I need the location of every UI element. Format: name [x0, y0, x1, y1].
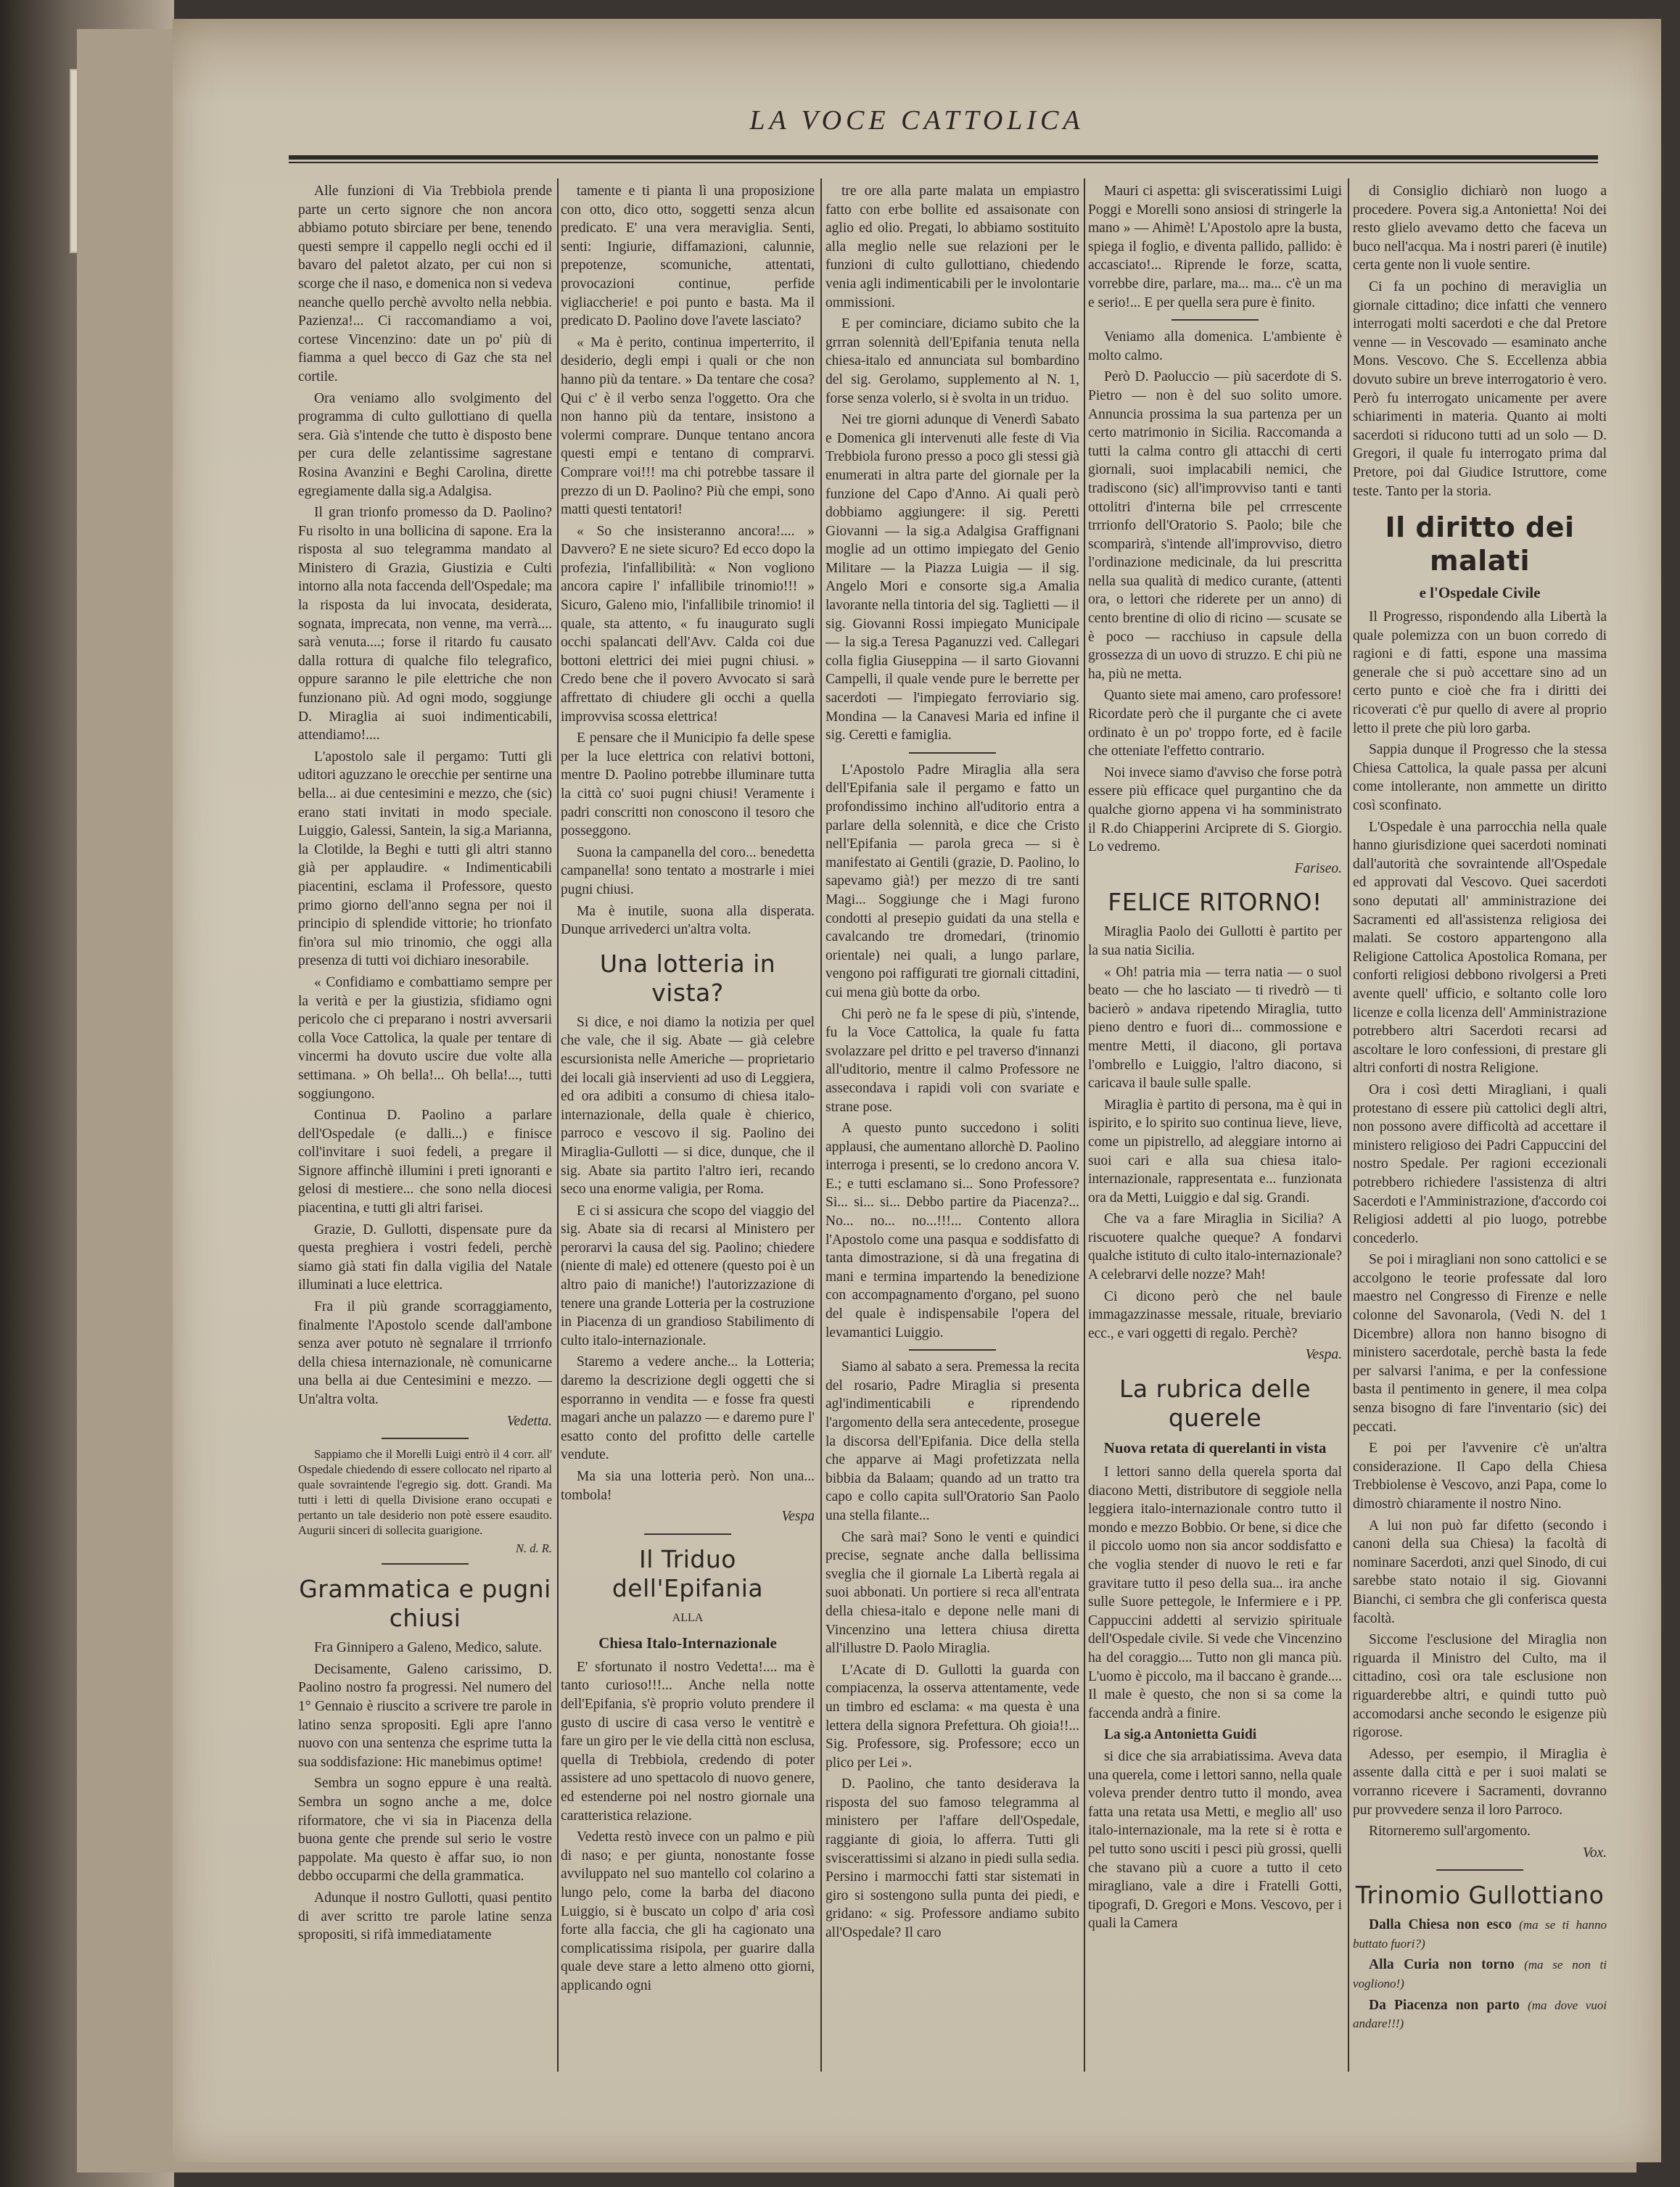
paragraph: Che sarà mai? Sono le venti e quindici precise, segnate anche dalla bellissima sveglia che il giornale La Libertà regala ai suoi abbonati. Un portiere si reca all'entrata della chiesa-italo e depone nelle mani di Vincenzino una lettera chiusa diretta all'illustre D. Paolo Miraglia. — [825, 1529, 1079, 1657]
paragraph: Mauri ci aspetta: gli svisceratissimi Luigi Poggi e Morelli sono ansiosi di stringerle la mano » — Ahimè! L'Apostolo apre la busta, spiega il foglio, e diventa pallido, pallido: è accasciato!... Riprende le forze, scatta, vorrebbe dire, parlare, ma... ma... c'è un ma e serio!... E per quella sera pure è finito. — [1088, 184, 1342, 310]
trinomio-phrase: Dalla Chiesa non esco — [1369, 1917, 1512, 1933]
article-headline: Una lotteria in vista? — [599, 949, 776, 1007]
article-subhead: e l'Ospedale Civile — [1419, 584, 1541, 602]
paragraph: L'Apostolo Padre Miraglia alla sera dell'Epifania sale il pergamo e fatto un profondissimo inchino all'uditorio entra a parlare della solennità, e dice che Cristo nell'Epifania — parola greca — si è manifestato ai Gentili (grazie, D. Paolino, lo sapevamo già!) per mezzo di tre santi Magi... Soggiunge che i Magi furono condotti al presepio guidati da una stella e cavalcando tre dromedari, (trinomio orientale) nei quali, a lungo parlare, vengono poi raffigurati tre giornali cittadini, cui mena giù botte da orbo. — [825, 762, 1079, 1000]
divider — [909, 1349, 996, 1351]
article-headline: Il Triduo dell'Epifania — [612, 1544, 764, 1602]
trinomio-line — [1353, 1996, 1607, 2033]
paragraph: Grazie, D. Gullotti, dispensate pure da questa preghiera i vostri fedeli, perchè siamo già stati fin dalla vigilia del Natale illuminati a luce elettrica. — [298, 1222, 552, 1293]
paragraph: « Confidiamo e combattiamo sempre per la verità e per la giustizia, sfidiamo ogni pericolo che ci preparano i nostri avversarii colla Voce Cattolica, la quale per tentare di vincermi ha dovuto uscire due volte alla settimana. » Oh bella!... Oh bella!..., tutti soggiungono. — [298, 974, 552, 1102]
paragraph: L'Ospedale è una parrocchia nella quale hanno giurisdizione quei sacerdoti nominati dall'autorità che sovraintende all'Ospedale ed approvati dal Vescovo. Quei sacerdoti sono deputati all' amministrazione dei Sacramenti ed all'assistenza religiosa dei malati. Se costoro appartengono alla Religione Cattolica Apostolica Romana, per conforti religiosi debbono rivolgersi a Preti avente quell' ufficio, e soltanto colle loro licenze e colla licenza dell' Amministrazione potrebbero altri Sacerdoti recarsi ad ascoltare le loro confessioni, di prestare gli altri conforti di nostra Religione. — [1353, 819, 1607, 1076]
newspaper-page — [173, 19, 1661, 2162]
paragraph: Adunque il nostro Gullotti, quasi pentito di aver scritto tre parole latine senza spropositi, si rifà immediatamente — [298, 1890, 552, 1943]
trinomio-line — [1353, 1956, 1607, 1993]
column-5 — [1353, 182, 1607, 2075]
paragraph: Il gran trionfo promesso da D. Paolino? Fu risolto in una bollicina di sapone. Era la risposta al suo telegramma mandato al Ministero di Grazia, Giustizia e Culti intorno alla nota faccenda dell'Ospedale; ma la risposta da lui invocata, desiderata, sognata, imprecata, non venne, ma verrà.... sarà venuta....; forse il ritardo fu causato dalla rottura di qualche filo telegrafico, oppure saranno le pile elettriche che non funzionano più. Ad ogni modo, soggiunge D. Miraglia ai suoi indimenticabili, attendiamo!.... — [298, 505, 552, 744]
column-3 — [825, 182, 1079, 2075]
article-headline: Grammatica e pugni chiusi — [299, 1575, 551, 1633]
article-headline: FELICE RITORNO! — [1108, 888, 1322, 917]
paragraph: « Oh! patria mia — terra natia — o suol beato — che ho lasciato — ti rivedrò — ti bacierò » andava ripetendo Miraglia, tutto pieno dentro e fuori di... commossione e mentre Metti, il diacono, gli portava l'ombrello e Luiggio, l'altro diacono, si caricava il baule sulle spalle. — [1088, 964, 1342, 1092]
paragraph: Noi invece siamo d'avviso che forse potrà essere più efficace quel purgantino che da qualche giorno appena vi ha somministrato il R.do Chiapperini Arciprete di S. Giorgio. Lo vedremo. — [1088, 765, 1342, 855]
paragraph: Decisamente, Galeno carissimo, D. Paolino nostro fa progressi. Nel numero del 1° Gennaio è riuscito a scrivere tre parole in latino senza spropositi. Egli apre l'anno nuovo con una sentenza che esprime tutta la sua soddisfazione: Hic manebimus optime! — [298, 1661, 552, 1770]
column-divider — [557, 178, 559, 2072]
column-divider — [820, 178, 822, 2072]
article-subhead: Chiesa Italo-Internazionale — [598, 1634, 777, 1652]
editor-note: Sappiamo che il Morelli Luigi entrò il 4 corr. all' Ospedale chiedendo di essere collocato nel riparto al quale sovraintende l'egregio sig. dott. Grandi. Ma tutti i letti di quella Divisione erano occupati e pertanto un tale desiderio non potè essere esaudito. Augurii sinceri di sollecita guarigione. — [298, 1447, 552, 1538]
paragraph: Vedetta restò invece con un palmo e più di naso; e per giunta, nonostante fosse avviluppato nel suo mantello col colarino a lungo pelo, come la barba del diacono Luiggio, si è buscato un colpo d' aria così forte alla faccia, che gli ha cagionato una complicatissima risipola, per guarire dalla quale deve stare a letto almeno otto giorni, applicando ogni — [561, 1829, 815, 1993]
paragraph: Ora i così detti Miragliani, i quali protestano di essere più cattolici degli altri, non possono avere difficoltà ad accettare il ministero religioso dei Padri Cappuccini del nostro Spedale. Per ragioni eccezionali potrebbero richiedere l'assistenza di altri Sacerdoti e l'Amministrazione, d'accordo coi Religiosi addetti al pio luogo, potrebbe concederlo. — [1353, 1082, 1607, 1246]
paragraph: L'apostolo sale il pergamo: Tutti gli uditori aguzzano le orecchie per sentirne una bella... ai due centesimini e mezzo, che (sic) erano stati invitati in modo speciale. Luiggio, Galessi, Santein, la sig.a Marianna, la Clotilde, la Beghi e tutti gli altri stanno già per applaudire. « Indimenticabili piacentini, esclama il Professore, questo primo giorno dell'anno segna per noi il principio di splendide vittorie; ho trionfato fin'ora sul mio trinomio, che oggi alla presenza di tutti voi dichiaro inesorabile. — [298, 749, 552, 969]
paragraph: Siccome l'esclusione del Miraglia non riguarda il Ministro del Culto, ma il cittadino, così ora tale esclusione non riguarderebbe altri, e quindi tutto può accomodarsi anche secondo le esigenze più rigorose. — [1353, 1632, 1607, 1741]
paragraph: Sappia dunque il Progresso che la stessa Chiesa Cattolica, la quale passa per alcuni come intollerante, non ammette un diritto così sconfinato. — [1353, 742, 1607, 814]
paragraph: Nei tre giorni adunque di Venerdì Sabato e Domenica gli intervenuti alle feste di Via Trebbiola furono presso a poco gli stessi già enumerati in altra parte del giornale per la funzione del Capo d'Anno. Ai quali però dobbiamo aggiungere: il sig. Peretti Giovanni — la sig.a Adalgisa Graffignani moglie ad un ottimo impiegato del Genio Militare — la Piazza Luigia — il sig. Angelo Mori e consorte sig.a Amalia lavorante nella tintoria del sig. Taglietti — il sig. Giovanni Rossi impiegato Municipale — la sig.a Teresa Paganuzzi ved. Callegari colla figlia Giuseppina — il sarto Giovanni Campelli, il quale vende pure le berrette per sacerdoti — l'impiegato ferroviario sig. Mondina — la Canavesi Maria ed infine il sig. Ceretti e famiglia. — [825, 412, 1079, 744]
paragraph: Il Progresso, rispondendo alla Libertà la quale polemizza con un buon corredo di ragioni e di fatti, espone una massima generale che si può accettare sino ad un certo punto e cioè che fra i diritti dei ricoverati c'è pur quello di avere al proprio letto il prete che più loro garba. — [1353, 609, 1607, 736]
paragraph: Fra il più grande scorraggiamento, finalmente l'Apostolo scende dall'ambone senza aver potuto nè segnalare il trrrionfo della chiesa internazionale, nè comunicarne una bella ai due Centesimini e mezzo. — Un'altra volta. — [298, 1299, 552, 1407]
signature: Vedetta. — [506, 1413, 552, 1429]
trinomio-aside: (ma se ti hanno buttato fuori?) — [1353, 1918, 1607, 1951]
paragraph: Siamo al sabato a sera. Premessa la recita del rosario, Padre Miraglia si presenta agl'indimenticabili e riprendendo l'argomento della sera antecedente, prosegue la discorsa dell'Epifania. Dice della stella che apparve ai Magi profetizzata nella bibbia da Balaam; quando ad un tratto tra capo e collo capita sull'Oratorio San Paolo una stella filante... — [825, 1359, 1079, 1523]
paragraph: E pensare che il Municipio fa delle spese per la luce elettrica con relativi bottoni, mentre D. Paolino potrebbe illuminare tutta la città co' suoi pugni chiusi! Veramente i padri conscritti non conoscono il tesoro che posseggono. — [561, 730, 815, 839]
section-name: La sig.a Antonietta Guidi — [1104, 1727, 1257, 1743]
masthead-rule-thin — [289, 162, 1598, 163]
paragraph: L'Acate di D. Gullotti la guarda con compiacenza, la osserva attentamente, vede un timbro ed esclama: « ma questa è una lettera della signora Prefettura. Oh gioia!!... Sig. Professore, sig. Professore; ecco un plico per Lei ». — [825, 1662, 1079, 1771]
divider — [1172, 319, 1259, 321]
paragraph: E' sfortunato il nostro Vedetta!.... ma è tanto curioso!!!... Anche nella notte dell'Epifania, s'è proprio voluto prendere il gusto di uscire di casa verso le ventitrè e fare un giro per le vie della città non esclusa, quella di Trebbiola, credendo di poter assistere ad uno spettacolo di nuovo genere, ed estenderne poi nel nostro giornale una caratteristica relazione. — [561, 1659, 815, 1824]
paragraph: « So che insisteranno ancora!.... » Davvero? E ne siete sicuro? Ed ecco dopo la profezia, l'infallibilità: « Non vogliono ancora capire l' infallibile trinomio!!! » Sicuro, Galeno mio, l'infallibile trinomio! il quale, sta attento, « fu inaugurato sugli occhi spalancati dell'Avv. Calda coi due bottoni elettrici dei miei pugni chiusi. » Credo bene che il povero Avvocato si sarà affrettato di chiudere gli occhi a quella improvvisa scossa elettrica! — [561, 523, 815, 725]
paragraph: Fra Ginnipero a Galeno, Medico, salute. — [314, 1640, 543, 1656]
column-1 — [298, 182, 552, 2075]
paragraph: E poi per l'avvenire c'è un'altra considerazione. Il Capo della Chiesa Trebbiolense è Vescovo, anzi Papa, come lo dimostrò chiaramente il nostro Nino. — [1353, 1441, 1607, 1512]
paragraph: Adesso, per esempio, il Miraglia è assente dalla città e per i suoi malati se vorranno ricevere i Sacramenti, dovranno pur provvedere senza il loro Parroco. — [1353, 1746, 1607, 1818]
column-divider — [1348, 178, 1349, 2072]
paragraph: tre ore alla parte malata un empiastro fatto con erbe bollite ed assaisonate con aglio ed olio. Pregati, lo abbiamo sostituito alla meglio nelle sue relazioni per le funzioni di culto gullottiano, chiedendo venia agli indimenticabili per le involontarie ommissioni. — [825, 184, 1079, 310]
paragraph: Staremo a vedere anche... la Lotteria; daremo la descrizione degli oggetti che si esporranno in vendita — e fosse fra questi magari anche un palazzo — e daremo pure l' esatto conto del profitto delle cartelle vendute. — [561, 1354, 815, 1463]
divider — [1436, 1869, 1523, 1871]
trinomio-phrase: Alla Curia non torno — [1369, 1957, 1515, 1973]
paragraph: E ci si assicura che scopo del viaggio del sig. Abate sia di recarsi al Ministero per perorarvi la causa del sig. Paolino; chiedere (niente di male) ed ottenere (questo poi è un altro paio di maniche!) l'autorizzazione di tenere una grande Lotteria per la costruzione in Piacenza di un grandioso Stabilimento di culto italo-internazionale. — [561, 1203, 815, 1348]
paragraph: Ma sia una lotteria però. Non una... tombola! — [561, 1469, 815, 1503]
trinomio-aside: (ma dove vuoi andare!!!) — [1353, 1998, 1607, 2031]
paragraph: Veniamo alla domenica. L'ambiente è molto calmo. — [1088, 329, 1342, 363]
trinomio-phrase: Da Piacenza non parto — [1369, 1997, 1520, 2013]
paragraph: Miraglia è partito di persona, ma è qui in ispirito, e lo spirito suo continua lieve, lieve, come un pipistrello, ad aleggiare intorno ai suoi cari e alla sua chiesa italo-internazionale, rappresentata e... funzionata ora da Metti, Luiggio e dal sig. Grandi. — [1088, 1097, 1342, 1206]
paragraph: A lui non può far difetto (secondo i canoni della sua Chiesa) la facoltà di nominare Sacerdoti, anzi quel Sinodo, di cui sarebbe stato notaio il sig. Giovanni Bianchi, ci sembra che gli conferisca questa facoltà. — [1353, 1517, 1607, 1626]
paragraph: Si dice, e noi diamo la notizia per quel che vale, che il sig. Abate — già celebre escursionista nelle Americhe — proprietario dei locali già inservienti ad uso di Leggiera, ed ora adibiti a consumo di chiesa italo-internazionale, della quale è chierico, parroco e vescovo il sig. Paolino dei Miraglia-Gullotti — si dice, dunque, che il sig. Abate sia partito l'altro ieri, recando seco una enorme valigia, per Roma. — [561, 1014, 815, 1198]
column-divider — [1084, 178, 1085, 2072]
divider — [644, 1533, 731, 1535]
masthead: LA VOCE CATTOLICA — [749, 105, 1084, 136]
masthead-rule — [289, 155, 1598, 160]
column-4 — [1088, 182, 1342, 2075]
paragraph: tamente e ti pianta lì una proposizione con otto, dico otto, soggetti senza alcun predicato. E' una vera meraviglia. Senti, senti: Ingiurie, diffamazioni, calunnie, prepotenze, scomuniche, attentati, provocazioni continue, perfide vigliaccherie! e poi punto e basta. Ma il predicato D. Paolino dove l'avete lasciato? — [561, 184, 815, 329]
paragraph: Ora veniamo allo svolgimento del programma di culto gullottiano di quella sera. Già s'intende che tutto è disposto bene per cura delle zelantissime sagrestane Rosina Avanzini e Beghi Carolina, dirette egregiamente dalla sig.a Adalgisa. — [298, 390, 552, 499]
paragraph: Miraglia Paolo dei Gullotti è partito per la sua natia Sicilia. — [1088, 924, 1342, 958]
signature: Fariseo. — [1294, 860, 1342, 876]
paragraph: Se poi i miragliani non sono cattolici e se accolgono le teorie professate dal loro maestro nel Congresso di Firenze e nelle colonne del Savonarola, (Vedi N. del 1 Dicembre) allora non hanno bisogno di ministero sacerdotale, perchè basta la fede per salvarsi l'anima, e per la confessione basta il pentimento in genere, il mea colpa senza bisogno di fare l'inventario (sic) dei peccati. — [1353, 1252, 1607, 1435]
divider — [382, 1563, 469, 1565]
paragraph: Sembra un sogno eppure è una realtà. Sembra un sogno anche a me, dolce riformatore, che vi sia in Piacenza della buona gente che prende sul serio le vostre pappolate. Ma questo è affar suo, io non debbo occuparmi che della grammatica. — [298, 1776, 552, 1885]
paragraph: D. Paolino, che tanto desiderava la risposta del suo famoso telegramma al ministero per l'affare dell'Ospedale, raggiante di gioia, lo afferra. Tutti gli sviscerattissimi si alzano in piedi sulla sedia. Persino i marmocchi fatti star sistemati in giro si sostengono sulla punta dei piedi, e gridano: « sig. Professore andiamo subito all'Ospedale? Il caro — [825, 1776, 1079, 1941]
column-2 — [561, 182, 815, 2075]
paragraph: E per cominciare, diciamo subito che la grrran solennità dell'Epifania tenuta nella chiesa-italo ed annunciata sul bombardino del sig. Gerolamo, supplemento al N. 1, forse senza volerlo, si è svolta in un triduo. — [825, 316, 1079, 406]
paragraph: si dice che sia arrabiatissima. Aveva data una querela, come i lettori sanno, nella quale voleva prender dentro tutto il mondo, avea fatta una retata usa Metti, e meglio all' uso italo-internazionale, ma la rete si è rotta e pel tutto sono usciti i pesci più grossi, quelli che stavano più a cuore a tutto il ceto miragliano, vale a dire i Fratelli Gotti, tipografi, D. Gregori e Mons. Vescovo, per i quali la Camera — [1088, 1748, 1342, 1932]
article-headline: Il diritto dei malati — [1385, 511, 1575, 577]
paragraph: Continua D. Paolino a parlare dell'Ospedale (e dalli...) e finisce coll'invitare i suoi fedeli, a pregare il Signore affinchè illumini i preti ignoranti e gelosi di mestiere... che sono nella diocesi piacentina, e tutti gli altri farisei. — [298, 1108, 552, 1216]
paragraph: Ritorneremo sull'argomento. — [1369, 1824, 1531, 1840]
paragraph: A questo punto succedono i soliti applausi, che aumentano allorchè D. Paolino interroga i presenti, se lo credono ancora V. E.; e tutti esclamano si... Sono Professore? Si... si... si... Debbo partire da Piacenza?... No... no... no...!!!... Contento allora l'Apostolo come una pasqua e soddisfatto di tanta dimostrazione, si dà una fregatina di mani e termina impartendo la benedizione con accompagnamento d'organo, pel suono del quale è indispensabile l'opera del levamantici Luiggio. — [825, 1121, 1079, 1340]
paragraph: Che va a fare Miraglia in Sicilia? A riscuotere qualche queque? A fondarvi qualche istituto di culto italo-internazionale? A celebrarvi delle nozze? Mah! — [1088, 1211, 1342, 1283]
paragraph: I lettori sanno della querela sporta dal diacono Metti, distributore di seggiole nella leggiera italo-internazionale contro tutto il mondo e mezzo Bobbio. Or bene, si dice che il piccolo uomo non sia ancor soddisfatto e che voglia stender di nuovo le reti e far gravitare tutto il peso della sua... ira anche sulle Suore pettegole, le Infermiere e i PP. Cappuccini addetti al servizio spirituale dell'Ospedale civile. Si vede che Vincenzino ha del coraggio.... Tutto non gli manca più. L'uomo è piccolo, ma il baccano è grande.... Il male è questo, che non si sa come la faccenda andrà a finire. — [1088, 1465, 1342, 1721]
paragraph: Ci dicono però che nel baule immagazzinasse messale, rituale, breviario ecc., e vari oggetti di regalo. Perchè? — [1088, 1288, 1342, 1341]
paragraph: Alle funzioni di Via Trebbiola prende parte un certo signore che non ancora abbiamo potuto sbirciare per bene, tenendo questi sempre il cappello negli occhi ed il bavaro del paletot alzato, per cui non si scorge che il naso, e domenica non si vedeva neanche quello perchè avvolto nella nebbia. Pazienza!... Ci raccomandiamo a voi, cortese Vincenzino: date un po' più di fiamma a quel becco di Gaz che sta nel cortile. — [298, 184, 552, 384]
paragraph: Però D. Paoluccio — più sacerdote di S. Pietro — non è del suo solito umore. Annuncia prossima la sua partenza per un certo matrimonio in Sicilia. Raccomanda a tutti la calma contro gli attacchi di certi giornali, suoi implacabili nemici, che tradiscono (sic) all'improvviso tanti e tanti ottolitri d'interna bile pel crrrescente trrrionfo dell'Oratorio S. Paolo; bile che scomparirà, s'intende all'improvviso, dietro l'ordinazione medicinale, da lui prescritta nella sua qualità di medico curante, (attenti ora, o lettori che riderete per un anno) di cento brentine di olio di ricino — scusate se è poco — racchiuso in capsule della grossezza di un uovo di struzzo. E chi più ne ha, più ne metta. — [1088, 369, 1342, 682]
signature: Vespa — [781, 1509, 815, 1525]
signature: N. d. R. — [516, 1541, 552, 1556]
divider — [382, 1438, 469, 1439]
paragraph: Chi però ne fa le spese di più, s'intende, fu la Voce Cattolica, la quale fu fatta svolazzare pel dritto e pel traverso d'innanzi all'uditorio, mentre il calmo Professore ne assecondava i rapidi voli con svariate e strane pose. — [825, 1006, 1079, 1115]
paragraph: Ma è inutile, suona alla disperata. Dunque arrivederci un'altra volta. — [561, 903, 815, 938]
paragraph: Suona la campanella del coro... benedetta campanella! sono tentato a mostrarle i miei pugni chiusi. — [561, 844, 815, 897]
paragraph: « Ma è perito, continua imperterrito, il desiderio, degli empi i quali or che non hanno più da tentare. » Da tentare che cosa? Qui c' è il verbo senza l'oggetto. Ora che non hanno più da tentare, insistono a volermi comprare. Dunque tentano ancora questi empi e tentano di comprarvi. Comprare voi!!! ma chi potrebbe tassare il prezzo di un D. Paolino? Più che empi, sono matti questi tentatori! — [561, 334, 815, 518]
signature: Vespa. — [1305, 1347, 1342, 1363]
paragraph: Quanto siete mai ameno, caro professore! Ricordate però che il purgante che ci avete ordinato è un po' troppo forte, ed è facile che otteniate l'effetto contrario. — [1088, 688, 1342, 759]
paragraph: di Consiglio dichiarò non luogo a procedere. Povera sig.a Antonietta! Noi dei resto glielo avevamo detto che faceva un buco nell'acqua. Ma i nostri pareri (è inutile) certa gente non li vuole sentire. — [1353, 184, 1607, 273]
article-headline: Trinomio Gullottiano — [1355, 1881, 1605, 1910]
divider — [909, 752, 996, 754]
trinomio-line — [1353, 1916, 1607, 1953]
article-headline: La rubrica delle querele — [1119, 1375, 1311, 1433]
article-subhead: Nuova retata di querelanti in vista — [1103, 1439, 1327, 1457]
signature: Vox. — [1582, 1845, 1607, 1861]
article-subhead: ALLA — [672, 1611, 704, 1624]
trinomio-aside: (ma se non ti vogliono!) — [1353, 1958, 1607, 1991]
paragraph: Ci fa un pochino di meraviglia un giornale cittadino; dice infatti che vennero interrogati molti sacerdoti e che dal Pretore venne — in Vescovado — esaminato anche Mons. Vescovo. Che S. Eccellenza abbia dovuto subire un breve interrogatorio è vero. Però fu interrogato unicamente per avere schiarimenti in materia. Quanto ai molti sacerdoti si riducono tutti ad un solo — D. Gregori, il quale fu interrogato prima dal Pretore, poi dal Giudice Istruttore, come teste. Tanto per la storia. — [1353, 279, 1607, 499]
